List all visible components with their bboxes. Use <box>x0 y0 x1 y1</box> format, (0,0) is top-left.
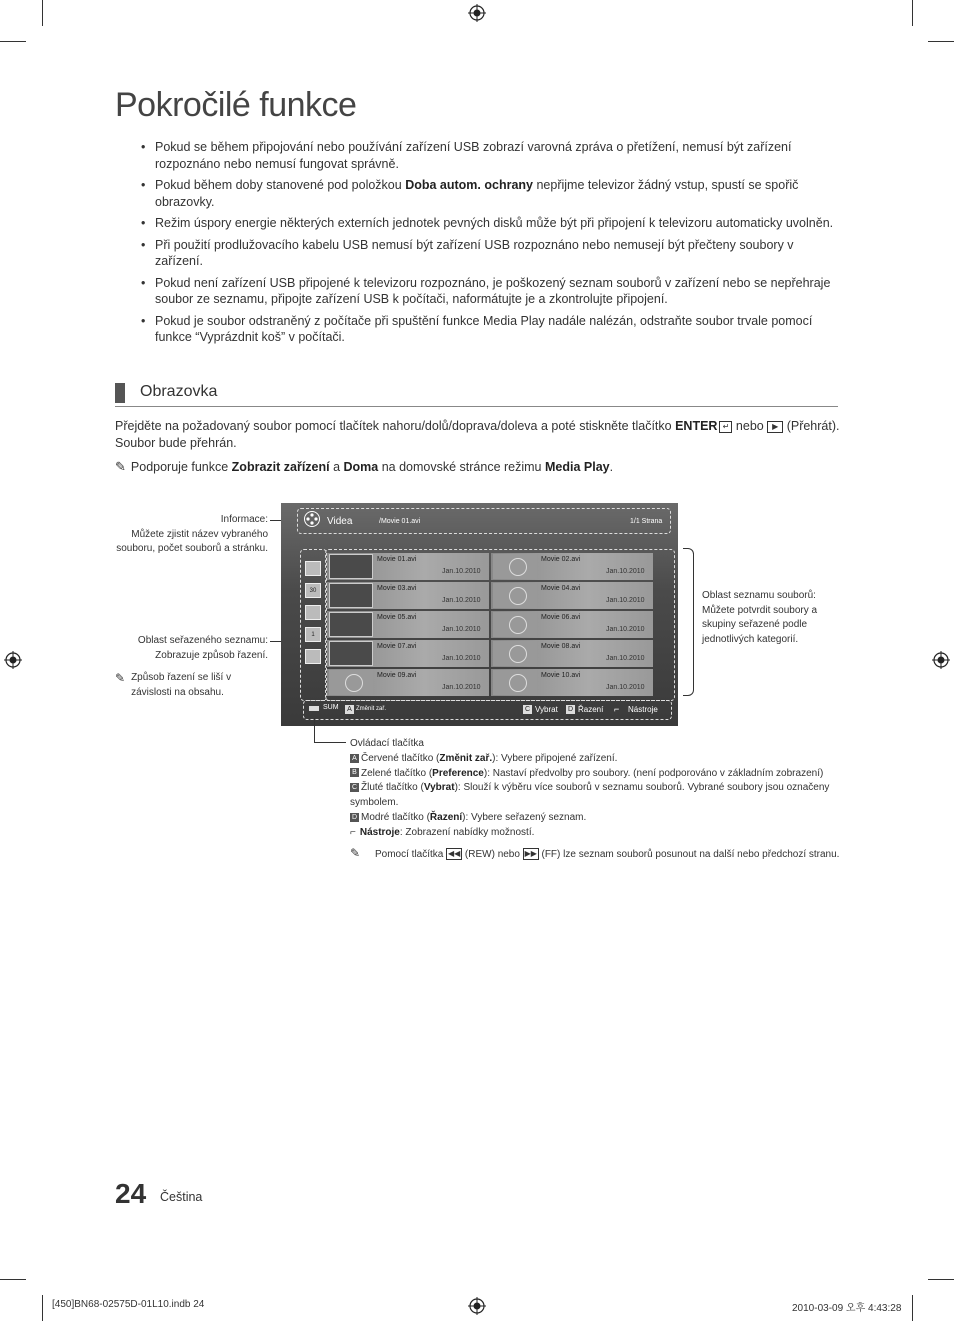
control-item: A Červené tlačítko (Změnit zař.): Vybere připojené zařízení. <box>350 752 840 767</box>
callout-sorted: Oblast seřazeného seznamu: Zobrazuje způsob řazení. <box>137 635 268 661</box>
file-tile[interactable] <box>491 640 653 667</box>
sort-category-icon[interactable] <box>305 561 321 576</box>
rewind-icon: ◀◀ <box>447 848 461 858</box>
file-tile[interactable] <box>327 553 489 580</box>
page-title: Pokročilé funkce <box>115 86 357 124</box>
bullet-list <box>138 139 838 351</box>
control-item: C Žluté tlačítko (Vybrat): Slouží k výběru více souborů v seznamu souborů. Vybrané soubory jsou označeny symbolem. <box>350 782 830 809</box>
file-tile[interactable] <box>327 640 489 667</box>
controls-title: Ovládací tlačítka <box>350 738 424 749</box>
section-title: Obrazovka <box>140 383 218 400</box>
controls-note: ✎ Pomocí tlačítka ◀◀ (REW) nebo ▶▶ (FF) lze seznam souborů posunout na další nebo předchozí stranu. <box>350 845 840 860</box>
callout-info: Informace: Můžete zjistit název vybraného souboru, počet souborů a stránku. <box>116 514 268 554</box>
section-note: ✎ Podporuje funkce Zobrazit zařízení a Doma na domovské stránce režimu Media Play. <box>115 459 614 474</box>
tools-icon: ⌐ <box>614 704 620 714</box>
bottom-sort[interactable]: Řazení <box>578 705 604 714</box>
film-reel-icon <box>509 645 527 663</box>
note-pencil-icon: ✎ <box>350 845 361 860</box>
crop-mark <box>912 0 913 26</box>
callout-sort-note: ✎ Způsob řazení se liší v závislosti na obsahu. <box>115 671 232 698</box>
film-reel-icon <box>509 558 527 576</box>
file-name: Movie 09.avi <box>377 672 417 679</box>
file-date: Jan.10.2010 <box>442 626 481 633</box>
key-a-badge: A <box>345 705 354 714</box>
bottom-tools[interactable]: Nástroje <box>628 705 658 714</box>
info-area <box>297 508 671 534</box>
screen-header-page: 1/1 Strana <box>630 518 663 525</box>
file-date: Jan.10.2010 <box>442 684 481 691</box>
color-key-badge: D <box>351 813 358 821</box>
print-slug-right: 2010-03-09 오후 4:43:28 <box>792 1303 902 1314</box>
file-tile[interactable] <box>491 669 653 696</box>
file-tile[interactable] <box>491 553 653 580</box>
crop-mark <box>0 1279 26 1280</box>
crop-mark <box>0 41 26 42</box>
file-thumbnail <box>493 641 537 666</box>
color-key-badge: C <box>351 784 358 792</box>
file-thumbnail <box>329 554 373 579</box>
screen-header-label: Videa <box>327 516 353 527</box>
bullet-item: • Pokud se během připojování nebo používání zařízení USB zobrazí varovná zpráva o přetížení, nemusí být zařízení rozpoznáno nebo nemusí fungovat správně. <box>138 139 838 172</box>
bullet-item: • Režim úspory energie některých externích jednotek pevných disků může být při připojení k televizoru automaticky uvolněn. <box>138 215 838 232</box>
page-number: 24 <box>115 1178 147 1209</box>
sort-category-icon[interactable]: 1 <box>305 627 321 642</box>
file-date: Jan.10.2010 <box>606 684 645 691</box>
file-date: Jan.10.2010 <box>606 626 645 633</box>
sort-category-icon[interactable]: 30 <box>305 583 321 598</box>
bottom-change-device[interactable]: Změnit zař. <box>356 706 387 712</box>
note-pencil-icon: ✎ <box>115 671 126 685</box>
film-reel-icon <box>345 674 363 692</box>
file-date: Jan.10.2010 <box>606 568 645 575</box>
crop-mark <box>42 1295 43 1321</box>
crop-mark <box>928 41 954 42</box>
page-language: Čeština <box>160 1190 203 1204</box>
play-icon: ▶ <box>767 421 783 433</box>
callout-filelist: Oblast seznamu souborů: Můžete potvrdit soubory a skupiny seřazené podle jednotlivých kategorií. <box>702 590 818 645</box>
filelist-bracket <box>683 548 694 696</box>
print-slug-left: [450]BN68-02575D-01L10.indb 24 <box>52 1299 205 1310</box>
crop-mark <box>912 1295 913 1321</box>
color-key-badge: B <box>350 768 359 777</box>
key-c-badge: C <box>524 706 531 713</box>
file-date: Jan.10.2010 <box>442 655 481 662</box>
section-divider <box>115 406 838 407</box>
bullet-item: • Pokud je soubor odstraněný z počítače při spuštění funkce Media Play nadále nalézán, odstraňte soubor trvale pomocí funkce “Vyprázdnit koš” v počítači. <box>138 313 838 346</box>
key-d-badge: D <box>567 706 574 713</box>
sort-category-icon[interactable] <box>305 649 321 664</box>
fast-forward-icon: ▶▶ <box>524 848 537 858</box>
file-thumbnail <box>493 612 537 637</box>
file-tile[interactable] <box>491 611 653 638</box>
tools-icon: ⌐ <box>350 826 356 838</box>
control-item: D Modré tlačítko (Řazení): Vybere seřazený seznam. <box>351 811 587 823</box>
bottom-select[interactable]: Vybrat <box>535 705 558 714</box>
bottom-sum: SUM <box>323 704 339 711</box>
film-reel-icon <box>509 674 527 692</box>
file-name: Movie 06.avi <box>541 614 581 621</box>
controls-description <box>350 737 840 862</box>
file-name: Movie 02.avi <box>541 556 581 563</box>
enter-key-label: ENTER <box>675 419 718 433</box>
color-key-badge: A <box>350 754 359 763</box>
film-reel-icon <box>509 587 527 605</box>
media-play-screen <box>281 503 678 726</box>
controls-callout-line <box>314 742 346 743</box>
controls-callout-line <box>314 718 315 743</box>
file-name: Movie 04.avi <box>541 585 581 592</box>
crop-mark <box>928 1279 954 1280</box>
registration-mark-icon <box>932 651 950 669</box>
file-thumbnail <box>493 670 537 695</box>
registration-mark-icon <box>4 651 22 669</box>
file-thumbnail <box>329 641 373 666</box>
file-tile[interactable] <box>327 582 489 609</box>
sort-category-icon[interactable] <box>305 605 321 620</box>
file-tile[interactable] <box>327 611 489 638</box>
film-reel-icon <box>303 510 321 528</box>
bullet-item: • Pokud není zařízení USB připojené k televizoru rozpoznáno, je poškozený seznam souborů v zařízení nebo se nepřehraje soubor ze seznamu, připojte zařízení USB k počítači, naformátujte je a zkontrolujte připojení. <box>138 275 838 308</box>
bullet-item: • Pokud během doby stanovené pod položkou Doba autom. ochrany nepřijme televizor žádný vstup, spustí se spořič obrazovky. <box>138 177 838 210</box>
section-marker <box>115 383 125 403</box>
film-reel-icon <box>509 616 527 634</box>
registration-mark-icon <box>468 1297 486 1315</box>
file-thumbnail <box>493 554 537 579</box>
file-thumbnail <box>329 583 373 608</box>
file-tile[interactable] <box>327 669 489 696</box>
file-name: Movie 01.avi <box>377 556 417 563</box>
bullet-item: • Při použití prodlužovacího kabelu USB nemusí být zařízení USB rozpoznáno nebo nemusejí být přečteny soubory v zařízení. <box>138 237 838 270</box>
file-tile[interactable] <box>491 582 653 609</box>
file-date: Jan.10.2010 <box>442 568 481 575</box>
enter-icon: ↵ <box>719 421 732 433</box>
registration-mark-icon <box>468 4 486 22</box>
file-thumbnail <box>493 583 537 608</box>
file-name: Movie 07.avi <box>377 643 417 650</box>
control-item: B Zelené tlačítko (Preference): Nastaví předvolby pro soubory. (není podporováno v základním zobrazení) <box>350 767 840 782</box>
file-thumbnail <box>329 612 373 637</box>
file-date: Jan.10.2010 <box>606 655 645 662</box>
file-name: Movie 10.avi <box>541 672 581 679</box>
usb-icon <box>309 706 319 711</box>
file-name: Movie 03.avi <box>377 585 417 592</box>
screen-header-path: /Movie 01.avi <box>379 518 421 525</box>
file-date: Jan.10.2010 <box>606 597 645 604</box>
control-item-tools: ⌐ Nástroje: Zobrazení nabídky možností. <box>350 826 535 838</box>
file-name: Movie 08.avi <box>541 643 581 650</box>
file-date: Jan.10.2010 <box>442 597 481 604</box>
file-thumbnail <box>329 670 373 695</box>
file-name: Movie 05.avi <box>377 614 417 621</box>
crop-mark <box>42 0 43 26</box>
note-pencil-icon: ✎ <box>115 459 126 474</box>
section-paragraph: Přejděte na požadovaný soubor pomocí tlačítek nahoru/dolů/doprava/doleva a poté stiskněte tlačítko ENTER ↵ nebo ▶ (Přehrát). Soubor bude přehrán. <box>115 419 840 450</box>
